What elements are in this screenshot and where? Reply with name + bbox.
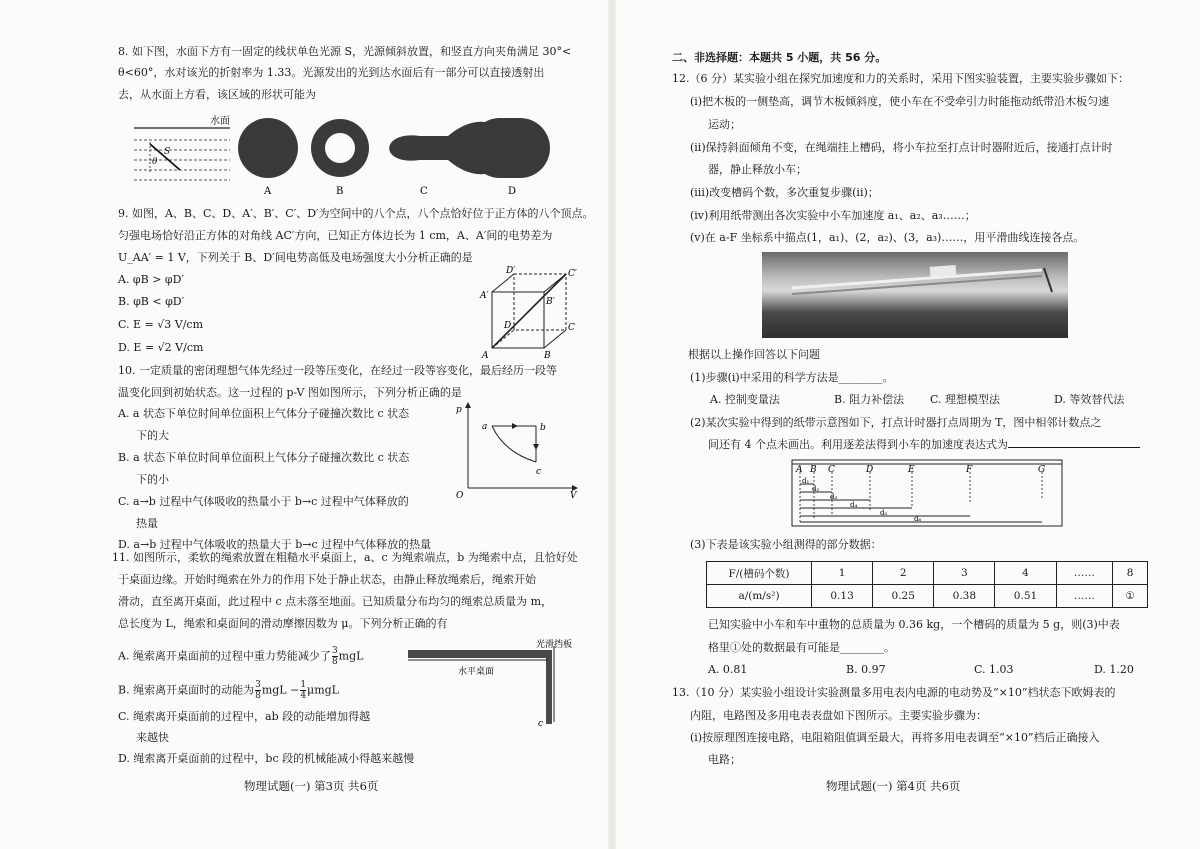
- shape-d-oval: [470, 118, 550, 178]
- q12-sub-3-line-3: 格里①处的数据最有可能是________。: [708, 641, 895, 654]
- q12-step-2-cont: 器，静止释放小车；: [708, 163, 807, 176]
- table-cell: 0.25: [873, 585, 934, 608]
- q12-step-5: (v)在 a-F 坐标系中描点(1，a₁)、(2，a₂)、(3，a₃)……，用平滑曲线连接各点。: [690, 231, 1085, 244]
- q11-line-3: 滑动，直至离开桌面，此过程中 c 点未落至地面。已知质量分布均匀的绳索总质量为 m，: [118, 595, 553, 608]
- pv-axis-v: V: [570, 491, 577, 500]
- pv-origin: O: [456, 491, 464, 500]
- q12-step-1-cont: 运动；: [708, 118, 741, 131]
- q13-line-1: 13.（10 分）某实验小组设计实验测量多用电表内电源的电动势及“×10”档状态下欧姆表的: [672, 686, 1116, 699]
- q12-sub-3-option-c: C. 1.03: [974, 663, 1014, 676]
- q10-line-2: 温变化回到初始状态。这一过程的 p-V 图如图所示，下列分析正确的是: [118, 386, 462, 399]
- pv-state-b: b: [540, 423, 546, 433]
- q9-option-b: B. φB < φD′: [118, 295, 185, 308]
- q8-figure: [130, 112, 570, 200]
- q10-option-a-cont: 下的大: [136, 429, 169, 442]
- q12-step-1: (i)把木板的一侧垫高，调节木板倾斜度，使小车在不受牵引力时能拖动纸带沿木板匀速: [690, 95, 1110, 108]
- table-cell: 2: [873, 562, 934, 585]
- q12-sub-1-option-a: A. 控制变量法: [710, 393, 780, 406]
- pv-state-c: c: [536, 467, 542, 477]
- q12-sub-3-option-d: D. 1.20: [1094, 663, 1134, 676]
- q12-step-3: (iii)改变槽码个数，多次重复步骤(ii)；: [690, 186, 879, 199]
- q10-pv-graph: [452, 400, 582, 500]
- q12-sub-1-option-c: C. 理想模型法: [930, 393, 1001, 406]
- tape-point-f: F: [966, 465, 973, 475]
- q12-sub-2-line-1: (2)某次实验中得到的纸带示意图如下，打点计时器打点周期为 T，图中相邻计数点之: [690, 416, 1102, 429]
- cube-label-b: B: [544, 351, 551, 361]
- table-cell: a/(m/s²): [707, 585, 812, 608]
- tape-point-g: G: [1038, 465, 1046, 475]
- q10-option-c-cont: 热量: [136, 517, 158, 530]
- tape-d4: d₄: [850, 501, 858, 509]
- apparatus-photo: [762, 252, 1068, 338]
- table-row: [707, 562, 1148, 585]
- fraction: $\frac{3}{8}$: [255, 680, 261, 701]
- cube-label-c: C: [568, 323, 575, 333]
- q10-option-b: B. a 状态下单位时间单位面积上气体分子碰撞次数比 c 状态: [118, 451, 410, 464]
- q11-option-a: A. 绳索离开桌面前的过程中重力势能减少了 $\frac{3}{8}$ mgL: [118, 646, 364, 667]
- table-cell: 0.51: [995, 585, 1056, 608]
- tape-point-e: E: [908, 465, 915, 475]
- pv-state-a: a: [482, 422, 488, 432]
- q8-line-1: 8. 如下图，水面下方有一固定的线状单色光源 S，光源倾斜放置，和竖直方向夹角满足 30°<: [118, 45, 572, 58]
- table-cell: 0.13: [812, 585, 873, 608]
- q12-sub-1-option-b: B. 阻力补偿法: [834, 393, 905, 406]
- shape-label-a: A: [264, 186, 272, 197]
- page-fold: [608, 0, 616, 849]
- q11-line-4: 总长度为 L，绳索和桌面间的滑动摩擦因数为 μ。下列分析正确的有: [118, 617, 448, 630]
- tape-point-d: D: [866, 465, 874, 475]
- guard-plate-label: 光滑挡板: [536, 640, 573, 650]
- q12-sub-3-line-2: 已知实验中小车和车中重物的总质量为 0.36 kg，一个槽码的质量为 5 g，则(3)中表: [708, 618, 1120, 631]
- shape-label-b: B: [336, 186, 344, 197]
- q12-sub-3-option-b: B. 0.97: [846, 663, 886, 676]
- q12-step-4: (iv)利用纸带测出各次实验中小车加速度 a₁、a₂、a₃……；: [690, 209, 976, 222]
- q9-option-d: D. E = √2 V/cm: [118, 341, 204, 354]
- shape-label-c: C: [420, 186, 428, 197]
- page-4-footer: 物理试题(一) 第4页 共6页: [826, 779, 961, 793]
- q8-line-3: 去，从水面上方看，该区域的形状可能为: [118, 88, 316, 101]
- q12-sub-3-option-a: A. 0.81: [708, 663, 748, 676]
- theta-label: θ: [152, 157, 158, 167]
- cube-label-d-prime: D′: [506, 266, 516, 276]
- q8-line-2: θ<60°，水对该光的折射率为 1.33。光源发出的光到达水面后有一部分可以直接透射出: [118, 66, 545, 79]
- q9-option-a: A. φB > φD′: [118, 273, 184, 286]
- q12-sub-1: (1)步骤(i)中采用的科学方法是________。: [690, 371, 894, 384]
- q11-option-d: D. 绳索离开桌面前的过程中，bc 段的机械能减小得越来越慢: [118, 752, 415, 765]
- q13-line-3: (i)按原理图连接电路，电阻箱阻值调至最大，再将多用电表调至“×10”档后正确接入: [690, 731, 1100, 744]
- table-cell: 0.38: [934, 585, 995, 608]
- table-cell: 1: [812, 562, 873, 585]
- q11-line-1: 11. 如图所示，柔软的绳索放置在粗糙水平桌面上，a、c 为绳索端点，b 为绳索中点，且恰好处: [112, 551, 578, 564]
- q11-option-c-cont: 来越快: [136, 731, 169, 744]
- q10-option-d: D. a→b 过程中气体吸收的热量大于 b→c 过程中气体释放的热量: [118, 538, 432, 551]
- fraction: $\frac{1}{4}$: [300, 680, 307, 701]
- page-4: [620, 0, 1200, 849]
- q11-option-b: B. 绳索离开桌面时的动能为 $\frac{3}{8}$ mgL − $\frac{1}{4}$ μmgL: [118, 680, 339, 701]
- tape-point-c: C: [828, 465, 835, 475]
- tape-d1: d₁: [802, 477, 810, 485]
- fraction: $\frac{3}{8}$: [331, 646, 338, 667]
- q12-line-1: 12.（6 分）某实验小组在探究加速度和力的关系时，采用下图实验装置，主要实验步骤如下：: [672, 72, 1129, 85]
- tape-d2: d₂: [812, 485, 820, 493]
- q11-line-2: 于桌面边缘。开始时绳索在外力的作用下处于静止状态，由静止释放绳索后，绳索开始: [118, 573, 536, 586]
- table-cell: ①: [1113, 585, 1148, 608]
- rope-end-c: c: [538, 719, 544, 728]
- data-table: [706, 561, 1148, 608]
- source-s-label: S: [164, 147, 171, 157]
- tape-d5: d₅: [880, 509, 888, 517]
- q10-option-a: A. a 状态下单位时间单位面积上气体分子碰撞次数比 c 状态: [118, 407, 410, 420]
- q10-line-1: 10. 一定质量的密闭理想气体先经过一段等压变化，在经过一段等容变化，最后经历一段等: [118, 364, 557, 377]
- cube-label-c-prime: C′: [568, 269, 577, 279]
- table-cell: ……: [1056, 562, 1113, 585]
- paper-tape-figure: [790, 458, 1064, 528]
- q11-option-c: C. 绳索离开桌面前的过程中，ab 段的动能增加得越: [118, 710, 371, 723]
- tape-d6: d₆: [914, 515, 922, 523]
- answer-blank: [1008, 447, 1140, 448]
- water-surface-label: 水面: [210, 116, 230, 127]
- q13-line-4: 电路；: [708, 753, 741, 766]
- q10-option-c: C. a→b 过程中气体吸收的热量小于 b→c 过程中气体释放的: [118, 495, 409, 508]
- table-cell: F/(槽码个数): [707, 562, 812, 585]
- shape-label-d: D: [508, 186, 517, 197]
- q9-cube-figure: [478, 262, 588, 362]
- table-cell: 4: [995, 562, 1056, 585]
- q12-sub-3: (3)下表是该实验小组测得的部分数据：: [690, 538, 882, 551]
- table-cell: 3: [934, 562, 995, 585]
- page-3-footer: 物理试题(一) 第3页 共6页: [244, 779, 379, 793]
- q9-line-1: 9. 如图，A、B、C、D、A′、B′、C′、D′为空间中的八个点，八个点恰好位于正方体的八个顶点。: [118, 207, 594, 220]
- table-cell: 8: [1113, 562, 1148, 585]
- q9-line-2: 匀强电场恰好沿正方体的对角线 AC′方向，已知正方体边长为 1 cm，A、A′间的电势差为: [118, 229, 553, 242]
- q12-sub-2-line-2: 间还有 4 个点未画出。利用逐差法得到小车的加速度表达式为: [708, 438, 1140, 452]
- q13-line-2: 内阻，电路图及多用电表表盘如下图所示。主要实验步骤为：: [690, 709, 987, 722]
- tape-d3: d₃: [830, 493, 838, 501]
- tape-point-b: B: [810, 465, 817, 475]
- q12-sub-1-option-d: D. 等效替代法: [1054, 393, 1125, 406]
- q10-option-b-cont: 下的小: [136, 473, 169, 486]
- table-row: [707, 585, 1148, 608]
- cube-label-a: A: [482, 351, 489, 361]
- q9-option-c: C. E = √3 V/cm: [118, 318, 204, 331]
- cube-label-b-prime: B′: [546, 297, 555, 307]
- section-heading: 二、非选择题：本题共 5 小题，共 56 分。: [672, 51, 887, 64]
- cube-label-a-prime: A′: [480, 291, 489, 301]
- pv-axis-p: p: [456, 405, 462, 415]
- cube-label-d: D: [504, 321, 512, 331]
- q12-answer-intro: 根据以上操作回答以下问题: [688, 348, 820, 361]
- table-surface-label: 水平桌面: [458, 667, 495, 677]
- table-cell: ……: [1056, 585, 1113, 608]
- q9-line-3: U_AA′ = 1 V，下列关于 B、D′间电势高低及电场强度大小分析正确的是: [118, 251, 473, 264]
- q11-rope-figure: [406, 636, 586, 728]
- tape-point-a: A: [796, 465, 803, 475]
- shape-a-disc: [238, 118, 298, 178]
- q12-step-2: (ii)保持斜面倾角不变，在绳端挂上槽码，将小车拉至打点计时器附近后，接通打点计时: [690, 141, 1113, 154]
- water-diagram: [134, 114, 230, 180]
